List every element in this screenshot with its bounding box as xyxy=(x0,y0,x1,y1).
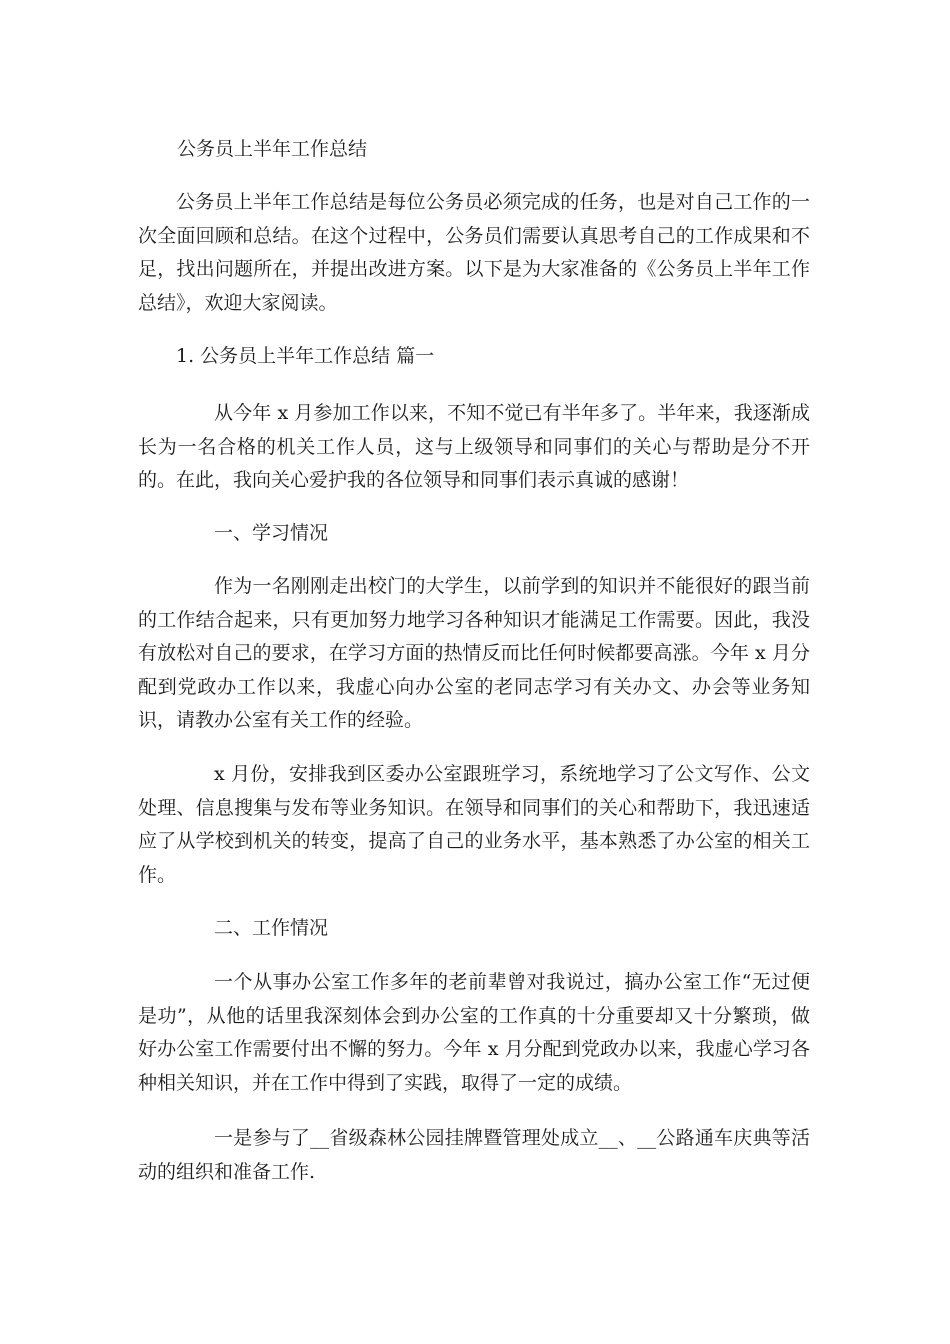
section-heading-work: 二、工作情况 xyxy=(214,917,329,939)
section-heading-study: 一、学习情况 xyxy=(214,522,329,544)
work-paragraph-2: 一是参与了__省级森林公园挂牌暨管理处成立__、__公路通车庆典等活动的组织和准备工作. xyxy=(138,1127,810,1183)
intro-paragraph: 公务员上半年工作总结是每位公务员必须完成的任务，也是对自己工作的一次全面回顾和总结。在这个过程中，公务员们需要认真思考自己的工作成果和不足，找出问题所在，并提出改进方案。以下是为大家准备的《公务员上半年工作总结》，欢迎大家阅读。 xyxy=(138,191,810,314)
document-title: 公务员上半年工作总结 xyxy=(177,138,368,160)
work-paragraph-1: 一个从事办公室工作多年的老前辈曾对我说过，搞办公室工作“无过便是功”，从他的话里我深刻体会到办公室的工作真的十分重要却又十分繁琐，做好办公室工作需要付出不懈的努力。今年 x 月分配到党政办以来，我虚心学习各种相关知识，并在工作中得到了实践，取得了一定的成绩。 xyxy=(138,971,810,1094)
opening-paragraph: 从今年 x 月参加工作以来，不知不觉已有半年多了。半年来，我逐渐成长为一名合格的机关工作人员，这与上级领导和同事们的关心与帮助是分不开的。在此，我向关心爱护我的各位领导和同事们表示真诚的感谢！ xyxy=(138,402,810,491)
study-paragraph-2: x 月份，安排我到区委办公室跟班学习，系统地学习了公文写作、公文处理、信息搜集与发布等业务知识。在领导和同事们的关心和帮助下，我迅速适应了从学校到机关的转变，提高了自己的业务水平，基本熟悉了办公室的相关工作。 xyxy=(138,763,810,886)
article-heading: 1. 公务员上半年工作总结 篇一 xyxy=(176,345,435,367)
study-paragraph-1: 作为一名刚刚走出校门的大学生，以前学到的知识并不能很好的跟当前的工作结合起来，只有更加努力地学习各种知识才能满足工作需要。因此，我没有放松对自己的要求，在学习方面的热情反而比任何时候都要高涨。今年 x 月分配到党政办工作以来，我虚心向办公室的老同志学习有关办文、办会等业务知识，请教办公室有关工作的经验。 xyxy=(138,575,810,731)
